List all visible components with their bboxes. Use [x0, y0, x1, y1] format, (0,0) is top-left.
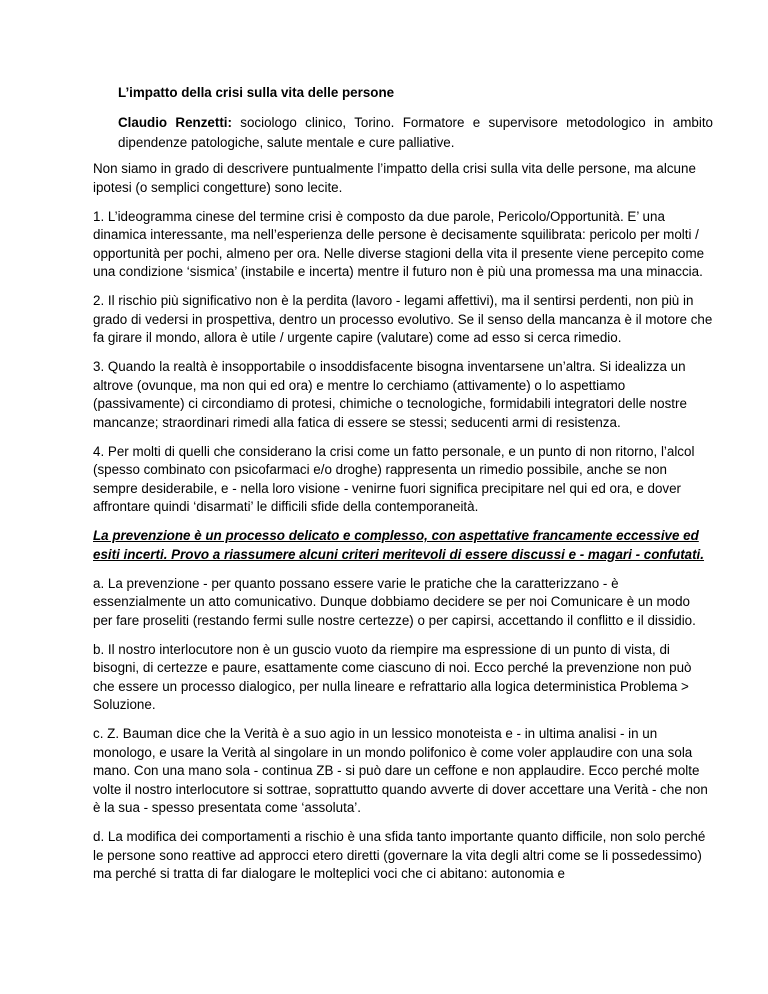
lettered-paragraph-d: d. La modifica dei comportamenti a rischio è una sfida tanto importante quanto difficile, non solo perché le persone sono reattive ad approcci etero diretti (governare la vita degli altri come se li possedessimo) ma perché si tratta di far dialogare le molteplici voci che ci abitano: autonomia e — [93, 829, 706, 881]
intro-paragraph: Non siamo in grado di descrivere puntualmente l’impatto della crisi sulla vita delle persone, ma alcune ipotesi (o semplici congetture) sono lecite. — [93, 161, 696, 195]
document-body — [93, 84, 713, 884]
author-bio: sociologo clinico, Torino. Formatore e supervisore metodologico in ambito dipendenze patologiche, salute mentale e cure palliative. — [118, 115, 713, 150]
document-title: L’impatto della crisi sulla vita delle persone — [118, 85, 395, 100]
lettered-paragraph-b: b. Il nostro interlocutore non è un guscio vuoto da riempire ma espressione di un punto di vista, di bisogni, di certezze e paure, esattamente come ciascuno di noi. Ecco perché la prevenzione non può che essere un processo dialogico, per nulla lineare e refrattario alla logica deterministica Problema > Soluzione. — [93, 641, 692, 712]
numbered-paragraph-4: 4. Per molti di quelli che considerano la crisi come un fatto personale, e un punto di non ritorno, l’alcol (spesso combinato con psicofarmaci e/o droghe) rappresenta un rimedio possibile, anche se non sempre desiderabile, e - nella loro visione - venirne fuori significa precipitare nel qui ed ora, e dover affrontare quindi ‘disarmati’ le difficili sfide della contemporaneità. — [93, 443, 695, 514]
author-name: Claudio Renzetti: — [118, 115, 232, 130]
numbered-paragraph-3: 3. Quando la realtà è insopportabile o insoddisfacente bisogna inventarsene un’altra. Si idealizza un altrove (ovunque, ma non qui ed ora) e mentre lo cerchiamo (attivamente) o lo aspettiamo (passivamente) ci circondiamo di protesi, chimiche o tecnologiche, formidabili integratori delle nostre mancanze; straordinari rimedi alla fatica di essere se stessi; seducenti armi di resistenza. — [93, 359, 687, 430]
lead-paragraph: La prevenzione è un processo delicato e complesso, con aspettative francamente eccessive ed esiti incerti. Provo a riassumere alcuni criteri meritevoli di essere discussi e - magari - confutati. — [93, 528, 705, 562]
numbered-paragraph-2: 2. Il rischio più significativo non è la perdita (lavoro - legami affettivi), ma il sentirsi perdenti, non più in grado di vedersi in prospettiva, dentro un processo evolutivo. Se il senso della mancanza è il motore che fa girare il mondo, allora è utile / urgente capire (valutare) come ad esso si cerca rimedio. — [93, 293, 713, 345]
numbered-paragraph-1: 1. L’ideogramma cinese del termine crisi è composto da due parole, Pericolo/Opportunità. E’ una dinamica interessante, ma nell’esperienza delle persone è decisamente squilibrata: pericolo per molti / opportunità per pochi, almeno per ora. Nelle diverse stagioni della vita il presente viene percepito come una condizione ‘sismica’ (instabile e incerta) mentre il futuro non è più una promessa ma una minaccia. — [93, 208, 705, 279]
lettered-paragraph-c: c. Z. Bauman dice che la Verità è a suo agio in un lessico monoteista e - in ultima analisi - in un monologo, e usare la Verità al singolare in un mondo polifonico è come voler applaudire con una sola mano. Con una mano sola - continua ZB - si può dare un ceffone e non applaudire. Ecco perché molte volte il nostro interlocutore si sottrae, soprattutto quando avverte di dover accettare una Verità - che non è la sua - spesso presentata come ‘assoluta’. — [93, 726, 708, 815]
author-block — [118, 113, 713, 152]
lettered-paragraph-a: a. La prevenzione - per quanto possano essere varie le pratiche che la caratterizzano - è essenzialmente un atto comunicativo. Dunque dobbiamo decidere se per noi Comunicare è un modo per fare proseliti (restando fermi sulle nostre certezze) o per capirsi, accettando il conflitto e il dissidio. — [93, 575, 696, 628]
